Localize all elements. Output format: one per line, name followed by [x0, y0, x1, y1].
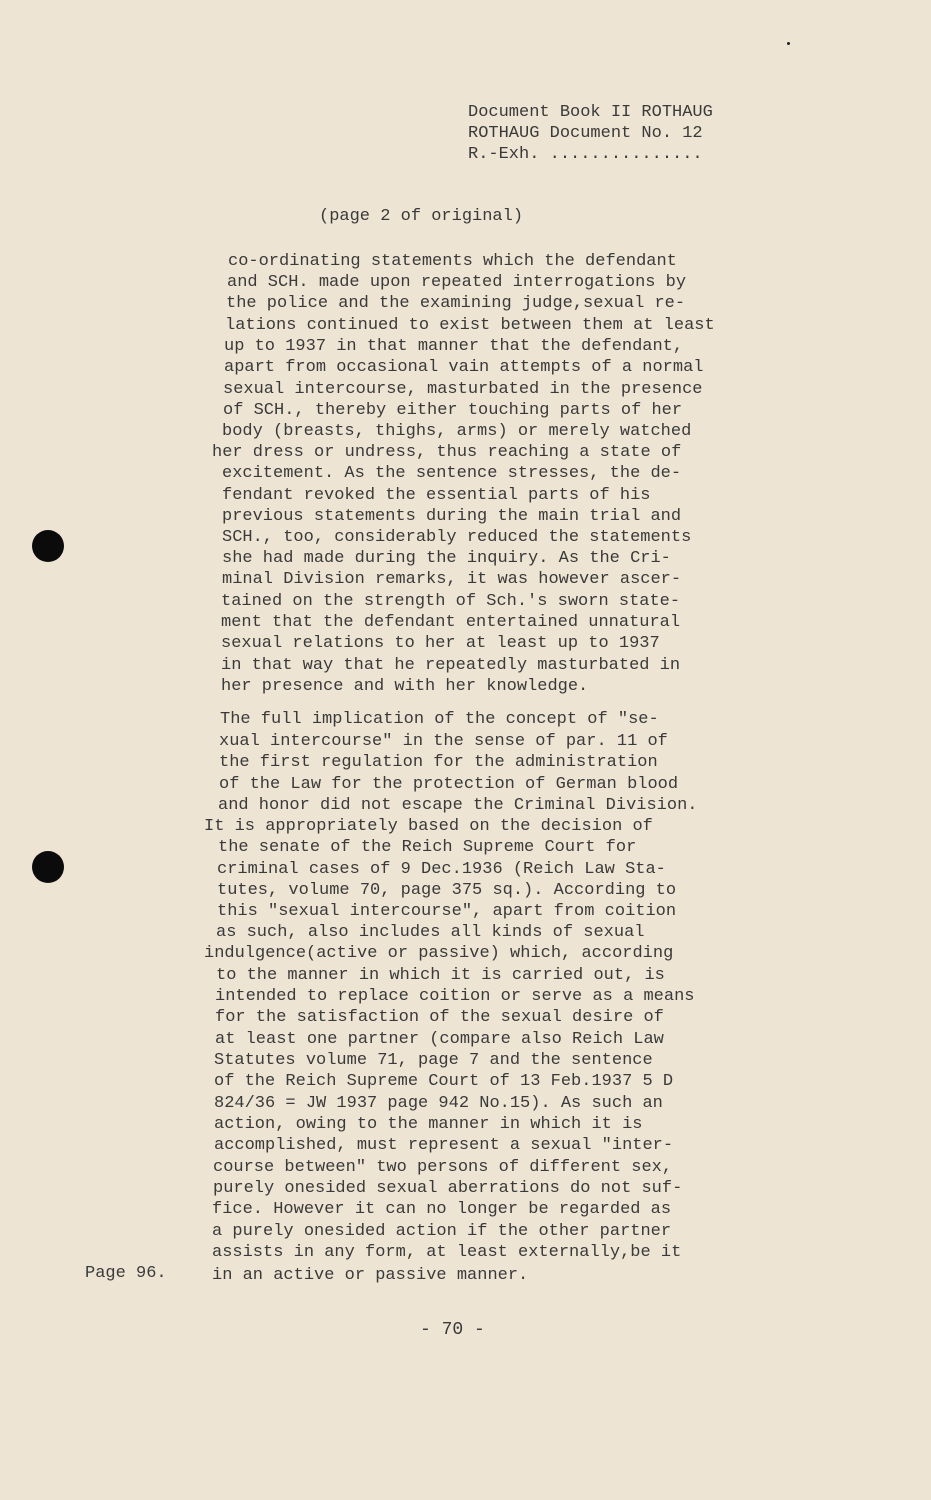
- punch-hole-top: [32, 530, 64, 562]
- paragraph-2-line: fice. However it can no longer be regarded as: [212, 1200, 672, 1219]
- paragraph-2-line: a purely onesided action if the other partner: [212, 1222, 672, 1241]
- paragraph-2-line: action, owing to the manner in which it is: [214, 1115, 643, 1134]
- paragraph-2-line: purely onesided sexual aberrations do not suf-: [213, 1179, 683, 1198]
- paragraph-1-line: SCH., too, considerably reduced the statements: [222, 528, 692, 547]
- paragraph-2-line: Statutes volume 71, page 7 and the sentence: [214, 1051, 653, 1070]
- paragraph-1-line: lations continued to exist between them at least: [225, 316, 715, 335]
- paragraph-2-line: 824/36 = JW 1937 page 942 No.15). As such an: [214, 1094, 663, 1113]
- paragraph-1-line: sexual intercourse, masturbated in the presence: [223, 380, 703, 399]
- paragraph-2-line: and honor did not escape the Criminal Division.: [218, 796, 698, 815]
- paragraph-1-line: up to 1937 in that manner that the defendant,: [224, 337, 684, 356]
- document-header: [468, 102, 713, 165]
- page-number: - 70 -: [420, 1320, 485, 1340]
- paragraph-1-line: of SCH., thereby either touching parts of her: [223, 401, 683, 420]
- paragraph-2-line: accomplished, must represent a sexual "inter-: [214, 1136, 674, 1155]
- paragraph-2-line: of the Law for the protection of German blood: [219, 775, 679, 794]
- header-line-2: ROTHAUG Document No. 12: [468, 124, 703, 143]
- paragraph-2-line: The full implication of the concept of "se-: [220, 710, 659, 729]
- paragraph-1-line: minal Division remarks, it was however ascer-: [222, 570, 682, 589]
- paragraph-1-line: previous statements during the main trial and: [222, 507, 682, 526]
- paragraph-1-line: her dress or undress, thus reaching a state of: [212, 443, 682, 462]
- paragraph-1-line: she had made during the inquiry. As the Cri-: [222, 549, 671, 568]
- paragraph-2-line: as such, also includes all kinds of sexual: [216, 923, 645, 942]
- paragraph-2-line: at least one partner (compare also Reich Law: [215, 1030, 664, 1049]
- paragraph-1-line: and SCH. made upon repeated interrogations by: [227, 273, 687, 292]
- paragraph-2-line: tutes, volume 70, page 375 sq.). According to: [217, 881, 677, 900]
- paragraph-2-line: indulgence(active or passive) which, according: [204, 944, 674, 963]
- paragraph-2-line: this "sexual intercourse", apart from coition: [217, 902, 677, 921]
- margin-page-reference: Page 96.: [85, 1264, 167, 1283]
- paragraph-1-line: excitement. As the sentence stresses, the de-: [222, 464, 682, 483]
- paragraph-1-line: fendant revoked the essential parts of his: [222, 486, 651, 505]
- paragraph-2-line: for the satisfaction of the sexual desire of: [215, 1008, 664, 1027]
- paragraph-2-line: the first regulation for the administration: [219, 753, 658, 772]
- header-line-3: R.-Exh. ...............: [468, 145, 703, 164]
- stray-mark: [787, 42, 790, 45]
- paragraph-2-line: of the Reich Supreme Court of 13 Feb.1937 5 D: [214, 1072, 674, 1091]
- paragraph-2-line: in an active or passive manner.: [212, 1266, 529, 1285]
- paragraph-1-line: ment that the defendant entertained unnatural: [221, 613, 681, 632]
- paragraph-1-line: her presence and with her knowledge.: [221, 677, 589, 696]
- paragraph-2-line: course between" two persons of different sex,: [213, 1158, 673, 1177]
- header-line-1: Document Book II ROTHAUG: [468, 103, 713, 122]
- paragraph-2-line: It is appropriately based on the decision of: [204, 817, 653, 836]
- paragraph-2-line: intended to replace coition or serve as a means: [215, 987, 695, 1006]
- paragraph-1-line: sexual relations to her at least up to 1937: [221, 634, 660, 653]
- punch-hole-bottom: [32, 851, 64, 883]
- paragraph-2-line: assists in any form, at least externally,be it: [212, 1243, 682, 1262]
- paragraph-1-line: the police and the examining judge,sexual re-: [226, 294, 686, 313]
- page-subtitle: (page 2 of original): [319, 207, 524, 226]
- paragraph-1-line: body (breasts, thighs, arms) or merely watched: [222, 422, 692, 441]
- paragraph-2-line: the senate of the Reich Supreme Court for: [218, 838, 637, 857]
- paragraph-1-line: apart from occasional vain attempts of a normal: [224, 358, 704, 377]
- paragraph-1-line: tained on the strength of Sch.'s sworn state-: [221, 592, 681, 611]
- paragraph-1-line: co-ordinating statements which the defendant: [228, 252, 677, 271]
- paragraph-1-line: in that way that he repeatedly masturbated in: [221, 656, 681, 675]
- paragraph-2-line: criminal cases of 9 Dec.1936 (Reich Law Sta-: [217, 860, 666, 879]
- paragraph-2-line: xual intercourse" in the sense of par. 11 of: [219, 732, 668, 751]
- paragraph-2-line: to the manner in which it is carried out, is: [216, 966, 665, 985]
